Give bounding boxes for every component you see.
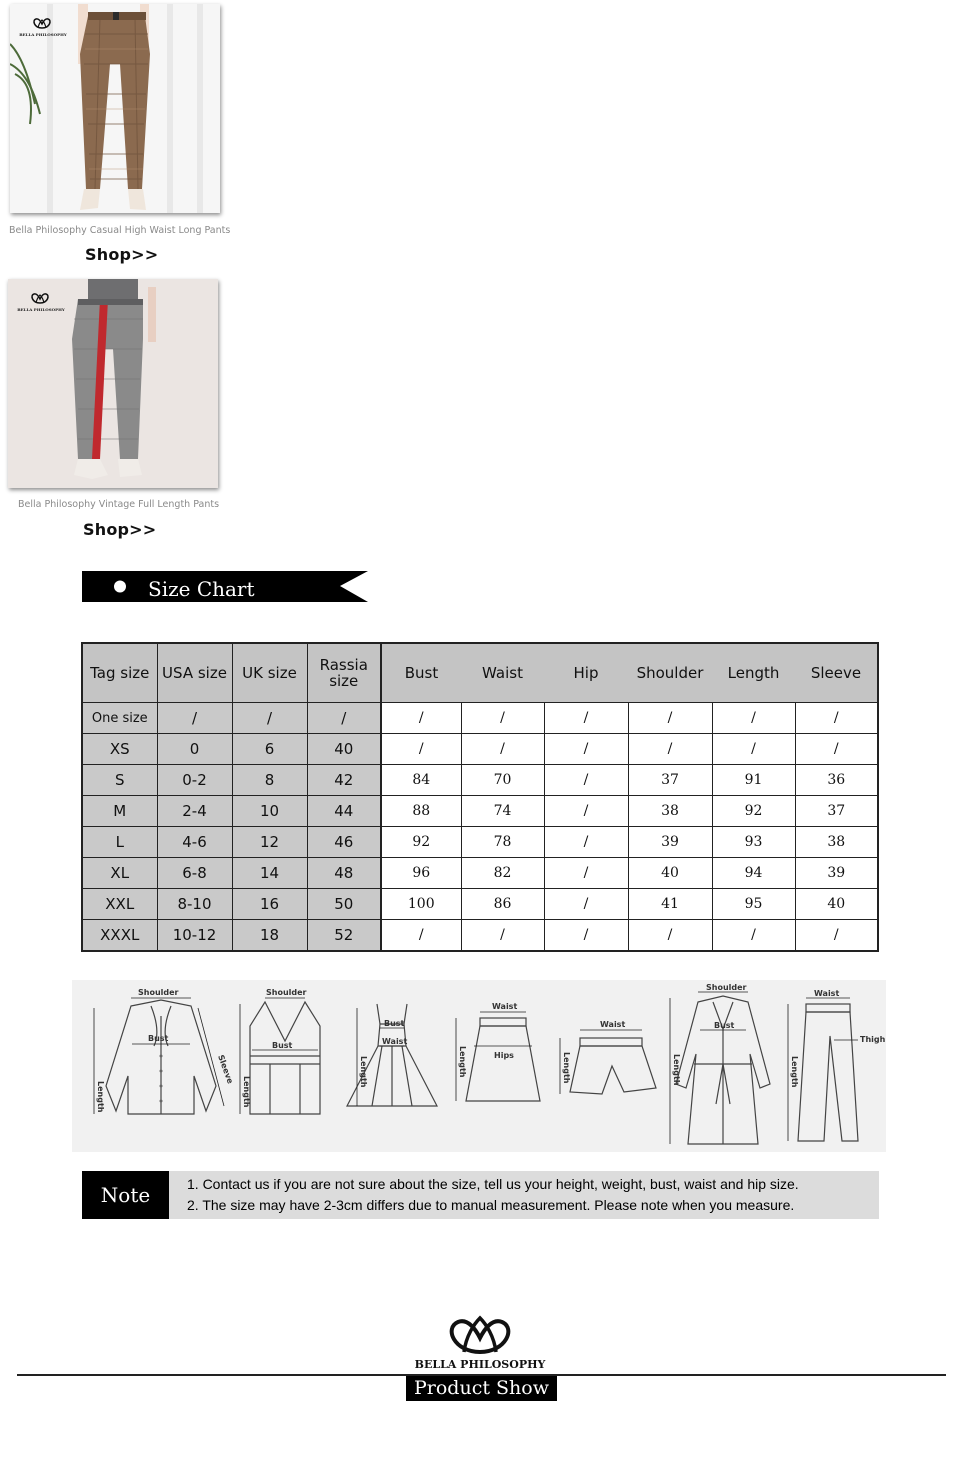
measurement-cell: / bbox=[628, 920, 712, 952]
measurement-cell: / bbox=[712, 920, 795, 952]
waist-label: Waist bbox=[382, 1037, 408, 1046]
size-cell: / bbox=[307, 703, 381, 734]
dress-diagram bbox=[342, 996, 442, 1126]
measurement-cell: 39 bbox=[628, 827, 712, 858]
measurement-cell: 74 bbox=[461, 796, 544, 827]
hips-label: Hips bbox=[494, 1051, 514, 1060]
product-photo-striped-pants[interactable] bbox=[8, 279, 218, 488]
table-row bbox=[82, 734, 878, 765]
note-line-1: 1. Contact us if you are not sure about the size, tell us your height, weight, bust, waist and hip size. bbox=[187, 1176, 799, 1192]
size-cell: 6 bbox=[232, 734, 307, 765]
size-cell: M bbox=[82, 796, 157, 827]
table-row bbox=[82, 765, 878, 796]
size-cell: 40 bbox=[307, 734, 381, 765]
measurement-cell: 86 bbox=[461, 889, 544, 920]
size-cell: 42 bbox=[307, 765, 381, 796]
sleeve-label: Sleeve bbox=[216, 1053, 235, 1085]
product-show-label: Product Show bbox=[406, 1376, 557, 1401]
size-cell: 14 bbox=[232, 858, 307, 889]
measurement-cell: 78 bbox=[461, 827, 544, 858]
size-cell: XXXL bbox=[82, 920, 157, 952]
brand-logo-icon bbox=[440, 1312, 520, 1358]
table-row bbox=[82, 796, 878, 827]
measurement-cell: 36 bbox=[795, 765, 878, 796]
header-tag-size: Tag size bbox=[82, 643, 157, 703]
measurement-cell: / bbox=[628, 734, 712, 765]
measurement-cell: / bbox=[544, 920, 628, 952]
table-row bbox=[82, 827, 878, 858]
measurement-cell: 41 bbox=[628, 889, 712, 920]
brand-logo-icon bbox=[28, 291, 52, 305]
bust-label: Bust bbox=[384, 1019, 405, 1028]
brand-logo-icon bbox=[30, 16, 54, 30]
length-label: Length bbox=[790, 1056, 799, 1088]
size-cell: 10-12 bbox=[157, 920, 232, 952]
skirt-diagram bbox=[448, 996, 548, 1126]
product-caption: Bella Philosophy Vintage Full Length Pants bbox=[18, 499, 220, 510]
product-card-1[interactable] bbox=[0, 0, 230, 265]
table-row bbox=[82, 703, 878, 734]
length-label: Length bbox=[458, 1046, 467, 1078]
table-row bbox=[82, 889, 878, 920]
length-label: Length bbox=[672, 1054, 681, 1086]
size-cell: 8-10 bbox=[157, 889, 232, 920]
measurement-cell: / bbox=[544, 827, 628, 858]
shoulder-label: Shoulder bbox=[138, 988, 179, 997]
bullet-icon bbox=[114, 581, 126, 593]
measurement-cell: 95 bbox=[712, 889, 795, 920]
product-card-2[interactable] bbox=[0, 275, 230, 545]
size-cell: One size bbox=[82, 703, 157, 734]
bust-label: Bust bbox=[272, 1041, 293, 1050]
shorts-diagram bbox=[552, 1016, 662, 1106]
size-chart-banner bbox=[82, 571, 368, 606]
size-cell: S bbox=[82, 765, 157, 796]
length-label: Length bbox=[96, 1081, 105, 1113]
header-shoulder: Shoulder bbox=[628, 643, 712, 703]
size-cell: 4-6 bbox=[157, 827, 232, 858]
length-label: Length bbox=[562, 1052, 571, 1084]
measurement-cell: / bbox=[381, 734, 461, 765]
measurement-cell: / bbox=[544, 858, 628, 889]
header-uk-size: UK size bbox=[232, 643, 307, 703]
size-cell: 18 bbox=[232, 920, 307, 952]
header-hip: Hip bbox=[544, 643, 628, 703]
measurement-cell: 88 bbox=[381, 796, 461, 827]
measurement-cell: 92 bbox=[712, 796, 795, 827]
size-cell: 16 bbox=[232, 889, 307, 920]
waist-label: Waist bbox=[814, 989, 840, 998]
header-russia-size: Rassia size bbox=[307, 643, 381, 703]
measurement-cell: 38 bbox=[795, 827, 878, 858]
length-label: Length bbox=[242, 1076, 251, 1108]
size-cell: 8 bbox=[232, 765, 307, 796]
size-cell: XXL bbox=[82, 889, 157, 920]
size-cell: 12 bbox=[232, 827, 307, 858]
measurement-cell: / bbox=[795, 703, 878, 734]
brand-watermark: BELLA PHILOSOPHY bbox=[17, 307, 65, 312]
table-row bbox=[82, 858, 878, 889]
measurement-cell: 37 bbox=[628, 765, 712, 796]
pants-diagram bbox=[778, 986, 886, 1150]
size-cell: 2-4 bbox=[157, 796, 232, 827]
measurement-cell: 93 bbox=[712, 827, 795, 858]
measurement-cell: 38 bbox=[628, 796, 712, 827]
size-cell: XS bbox=[82, 734, 157, 765]
measurement-cell: 70 bbox=[461, 765, 544, 796]
size-cell: L bbox=[82, 827, 157, 858]
brand-watermark: BELLA PHILOSOPHY bbox=[19, 32, 67, 37]
measurement-cell: / bbox=[712, 734, 795, 765]
size-cell: 10 bbox=[232, 796, 307, 827]
measurement-cell: 39 bbox=[795, 858, 878, 889]
measurement-cell: 40 bbox=[795, 889, 878, 920]
size-cell: 48 bbox=[307, 858, 381, 889]
measurement-cell: / bbox=[461, 734, 544, 765]
shop-link[interactable]: Shop>> bbox=[85, 245, 159, 264]
measurement-cell: / bbox=[544, 734, 628, 765]
table-header-row bbox=[82, 643, 878, 703]
footer-brand-name: BELLA PHILOSOPHY bbox=[414, 1358, 546, 1371]
measurement-cell: 82 bbox=[461, 858, 544, 889]
size-cell: 46 bbox=[307, 827, 381, 858]
measurement-cell: 94 bbox=[712, 858, 795, 889]
measurement-cell: / bbox=[544, 889, 628, 920]
size-cell: 50 bbox=[307, 889, 381, 920]
blouse-diagram bbox=[86, 986, 236, 1146]
waist-label: Waist bbox=[600, 1020, 626, 1029]
shop-link[interactable]: Shop>> bbox=[83, 520, 157, 539]
product-caption: Bella Philosophy Casual High Waist Long Pants bbox=[9, 225, 231, 236]
measurement-diagrams bbox=[72, 980, 886, 1152]
thigh-label: Thigh bbox=[860, 1035, 886, 1044]
measurement-cell: / bbox=[461, 920, 544, 952]
product-photo-plaid-pants[interactable] bbox=[10, 4, 220, 213]
measurement-cell: / bbox=[381, 703, 461, 734]
coat-diagram bbox=[668, 984, 778, 1150]
measurement-cell: 100 bbox=[381, 889, 461, 920]
size-cell: 0-2 bbox=[157, 765, 232, 796]
table-row bbox=[82, 920, 878, 952]
size-cell: XL bbox=[82, 858, 157, 889]
measurement-cell: / bbox=[628, 703, 712, 734]
measurement-cell: / bbox=[712, 703, 795, 734]
size-cell: 0 bbox=[157, 734, 232, 765]
measurement-cell: / bbox=[795, 734, 878, 765]
header-bust: Bust bbox=[381, 643, 461, 703]
shoulder-label: Shoulder bbox=[266, 988, 307, 997]
size-chart-title: Size Chart bbox=[148, 577, 255, 601]
size-cell: / bbox=[232, 703, 307, 734]
measurement-cell: 37 bbox=[795, 796, 878, 827]
bust-label: Bust bbox=[148, 1034, 169, 1043]
bust-label: Bust bbox=[714, 1021, 735, 1030]
waist-label: Waist bbox=[492, 1002, 518, 1011]
shoulder-label: Shoulder bbox=[706, 984, 747, 992]
measurement-cell: / bbox=[544, 796, 628, 827]
size-cell: / bbox=[157, 703, 232, 734]
length-label: Length bbox=[359, 1056, 368, 1088]
size-cell: 44 bbox=[307, 796, 381, 827]
measurement-cell: / bbox=[461, 703, 544, 734]
measurement-cell: 92 bbox=[381, 827, 461, 858]
size-cell: 52 bbox=[307, 920, 381, 952]
note-label: Note bbox=[82, 1171, 169, 1219]
vest-diagram bbox=[230, 986, 340, 1146]
header-usa-size: USA size bbox=[157, 643, 232, 703]
header-sleeve: Sleeve bbox=[795, 643, 878, 703]
note-line-2: 2. The size may have 2-3cm differs due to manual measurement. Please note when you measure. bbox=[187, 1197, 795, 1213]
measurement-cell: 84 bbox=[381, 765, 461, 796]
measurement-cell: 96 bbox=[381, 858, 461, 889]
size-note bbox=[82, 1171, 879, 1219]
measurement-cell: / bbox=[544, 703, 628, 734]
measurement-cell: 40 bbox=[628, 858, 712, 889]
header-length: Length bbox=[712, 643, 795, 703]
measurement-cell: / bbox=[795, 920, 878, 952]
size-chart-table bbox=[81, 642, 879, 952]
header-waist: Waist bbox=[461, 643, 544, 703]
size-cell: 6-8 bbox=[157, 858, 232, 889]
measurement-cell: / bbox=[381, 920, 461, 952]
measurement-cell: 91 bbox=[712, 765, 795, 796]
measurement-cell: / bbox=[544, 765, 628, 796]
